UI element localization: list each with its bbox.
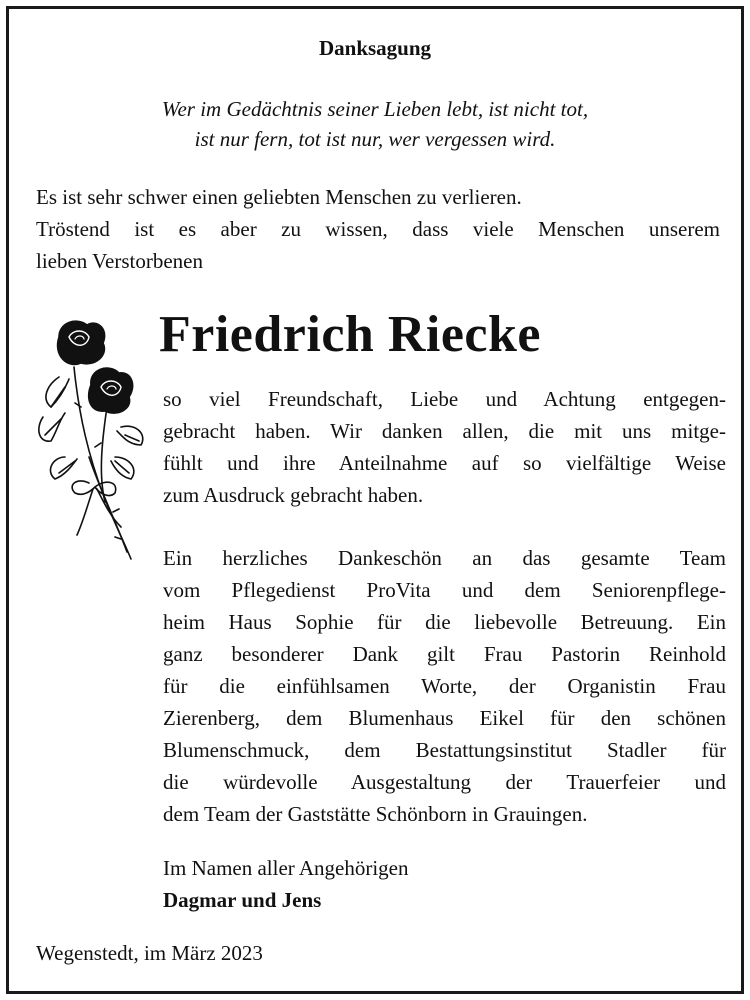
signature-line: Im Namen aller Angehörigen bbox=[163, 856, 409, 880]
paragraph-line: zum Ausdruck gebracht haben. bbox=[163, 483, 424, 507]
paragraph-line: heim Haus Sophie für die liebevolle Betreuung. Ein bbox=[163, 610, 726, 634]
signature-block bbox=[163, 852, 726, 916]
paragraph-line: fühlt und ihre Anteilnahme auf so vielfältige Weise bbox=[163, 451, 726, 475]
thanks-paragraph bbox=[163, 383, 726, 511]
obituary-frame bbox=[6, 6, 744, 994]
memorial-quote bbox=[9, 94, 741, 154]
heading: Danksagung bbox=[318, 36, 432, 60]
signature-names: Dagmar und Jens bbox=[163, 888, 322, 912]
intro-text bbox=[36, 181, 720, 277]
paragraph-line: Ein herzliches Dankeschön an das gesamte Team bbox=[163, 546, 726, 570]
paragraph-line: dem Team der Gaststätte Schönborn in Grauingen. bbox=[163, 802, 588, 826]
place-date: Wegenstedt, im März 2023 bbox=[36, 941, 263, 965]
paragraph-line: ganz besonderer Dank gilt Frau Pastorin Reinhold bbox=[163, 642, 726, 666]
paragraph-line: vom Pflegedienst ProVita und dem Seniorenpflege- bbox=[163, 578, 726, 602]
rose-bouquet-icon bbox=[29, 307, 154, 567]
paragraph-line: für die einfühlsamen Worte, der Organistin Frau bbox=[163, 674, 726, 698]
deceased-name: Friedrich Riecke bbox=[159, 306, 541, 363]
paragraph-line: Zierenberg, dem Blumenhaus Eikel für den schönen bbox=[163, 706, 726, 730]
paragraph-line: Blumenschmuck, dem Bestattungsinstitut Stadler für bbox=[163, 738, 726, 762]
acknowledgements-paragraph bbox=[163, 542, 726, 830]
intro-line: Es ist sehr schwer einen geliebten Menschen zu verlieren. bbox=[36, 185, 522, 209]
intro-line: lieben Verstorbenen bbox=[36, 249, 203, 273]
quote-line: ist nur fern, tot ist nur, wer vergessen wird. bbox=[194, 127, 556, 151]
paragraph-line: die würdevolle Ausgestaltung der Trauerfeier und bbox=[163, 770, 726, 794]
quote-line: Wer im Gedächtnis seiner Lieben lebt, ist nicht tot, bbox=[161, 97, 589, 121]
intro-line: Tröstend ist es aber zu wissen, dass viele Menschen unserem bbox=[36, 217, 720, 241]
paragraph-line: gebracht haben. Wir danken allen, die mit uns mitge- bbox=[163, 419, 726, 443]
paragraph-line: so viel Freundschaft, Liebe und Achtung entgegen- bbox=[163, 387, 726, 411]
